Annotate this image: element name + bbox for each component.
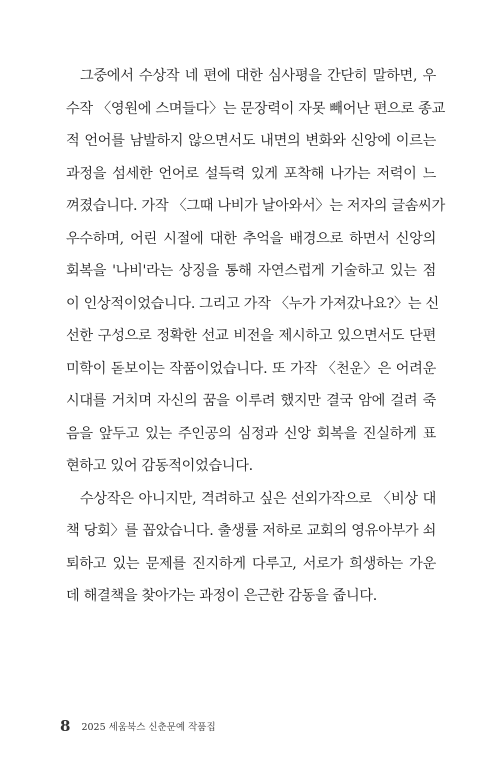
text-line: 책 당회〉를 꼽았습니다. 출생률 저하로 교회의 영유아부가 쇠: [66, 523, 436, 539]
paragraph-1: [66, 60, 445, 483]
body-text: [66, 60, 445, 613]
text-line: 미학이 돋보이는 작품이었습니다. 또 가작 〈천운〉은 어려운: [66, 360, 436, 377]
text-line: 이 인상적이었습니다. 그리고 가작 〈누가 가져갔나요?〉는 신: [66, 295, 439, 312]
text-line: 데 해결책을 찾아가는 과정이 은근한 감동을 줍니다.: [66, 588, 377, 604]
text-line: 그중에서 수상작 네 편에 대한 심사평을 간단히 말하면, 우: [80, 68, 436, 84]
text-line: 시대를 거치며 자신의 꿈을 이루려 했지만 결국 암에 걸려 죽: [66, 393, 436, 409]
text-line: 껴졌습니다. 가작 〈그때 나비가 날아와서〉는 저자의 글솜씨가: [66, 198, 445, 214]
page-number: 8: [60, 717, 71, 735]
text-line: 음을 앞두고 있는 주인공의 심정과 신앙 회복을 진실하게 표: [66, 425, 436, 442]
text-line: 선한 구성으로 정확한 선교 비전을 제시하고 있으면서도 단편: [66, 328, 436, 344]
text-line: 수작 〈영원에 스며들다〉는 문장력이 자못 빼어난 편으로 종교: [66, 100, 445, 117]
text-line: 현하고 있어 감동적이었습니다.: [66, 458, 253, 474]
text-line: 수상작은 아니지만, 격려하고 싶은 선외가작으로 〈비상 대: [80, 490, 436, 507]
page-footer: [60, 717, 216, 735]
text-line: 퇴하고 있는 문제를 진지하게 다루고, 서로가 희생하는 가운: [66, 555, 436, 572]
text-line: 적 언어를 남발하지 않으면서도 내면의 변화와 신앙에 이르는: [66, 133, 436, 149]
running-footer-title: 2025 세움북스 신춘문예 작품집: [81, 722, 216, 733]
text-line: 회복을 '나비'라는 상징을 통해 자연스럽게 기술하고 있는 점: [66, 263, 436, 279]
text-line: 우수하며, 어린 시절에 대한 추억을 배경으로 하면서 신앙의: [66, 230, 436, 247]
paragraph-2: [66, 483, 436, 613]
text-line: 과정을 섬세한 언어로 설득력 있게 포착해 나가는 저력이 느: [66, 165, 436, 182]
